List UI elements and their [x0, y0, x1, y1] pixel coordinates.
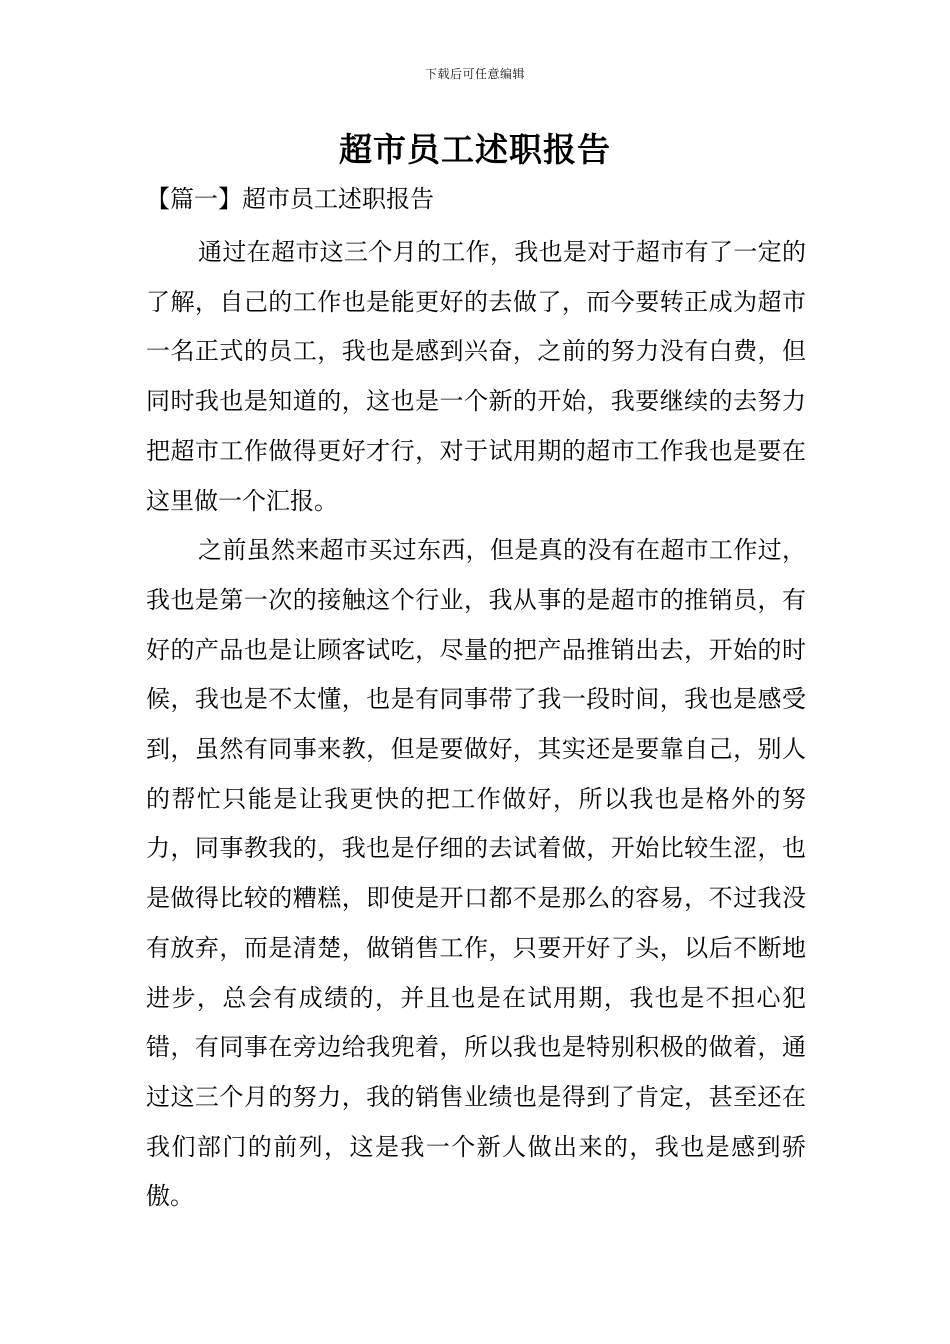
paragraph-2: 之前虽然来超市买过东西，但是真的没有在超市工作过，我也是第一次的接触这个行业，我从事的是超市的推销员，有好的产品也是让顾客试吃，尽量的把产品推销出去，开始的时候，我也是不太懂，也是有同事带了我一段时间，我也是感受到，虽然有同事来教，但是要做好，其实还是要靠自己，别人的帮忙只能是让我更快的把工作做好，所以我也是格外的努力，同事教我的，我也是仔细的去试着做，开始比较生涩，也是做得比较的糟糕，即使是开口都不是那么的容易，不过我没有放弃，而是清楚，做销售工作，只要开好了头，以后不断地进步，总会有成绩的，并且也是在试用期，我也是不担心犯错，有同事在旁边给我兜着，所以我也是特别积极的做着，通过这三个月的努力，我的销售业绩也是得到了肯定，甚至还在我们部门的前列，这是我一个新人做出来的，我也是感到骄傲。 [146, 536, 806, 1211]
paragraph-1: 通过在超市这三个月的工作，我也是对于超市有了一定的了解，自己的工作也是能更好的去做了，而今要转正成为超市一名正式的员工，我也是感到兴奋，之前的努力没有白费，但同时我也是知道的，这也是一个新的开始，我要继续的去努力把超市工作做得更好才行，对于试用期的超市工作我也是要在这里做一个汇报。 [146, 238, 806, 515]
document-body [146, 228, 806, 1222]
section-heading: 【篇一】超市员工述职报告 [146, 185, 434, 213]
header-note: 下载后可任意编辑 [424, 67, 525, 81]
page-title: 超市员工述职报告 [339, 130, 611, 169]
